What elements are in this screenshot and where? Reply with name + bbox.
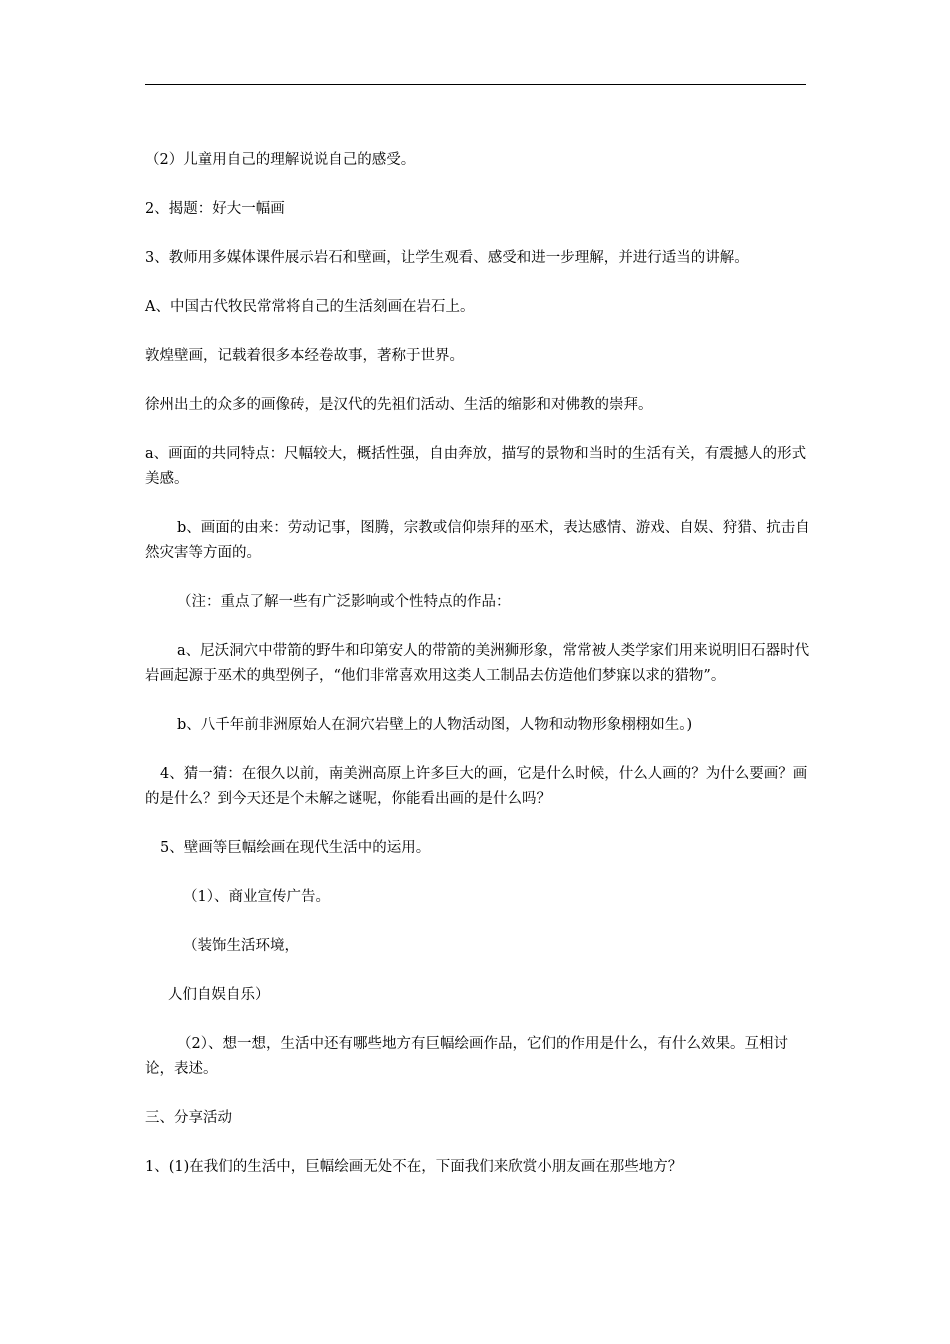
paragraph: 徐州出土的众多的画像砖，是汉代的先祖们活动、生活的缩影和对佛教的崇拜。 (145, 397, 653, 413)
header-rule (145, 84, 806, 85)
section-heading: 三、分享活动 (145, 1110, 232, 1126)
paragraph: 敦煌壁画，记载着很多本经卷故事，著称于世界。 (145, 348, 464, 364)
paragraph: 2、揭题：好大一幅画 (145, 201, 285, 217)
paragraph: 人们自娱自乐） (168, 987, 270, 1003)
paragraph: （装饰生活环境， (183, 938, 299, 954)
paragraph: （注：重点了解一些有广泛影响或个性特点的作品： (177, 594, 511, 610)
paragraph: 1、(1)在我们的生活中，巨幅绘画无处不在，下面我们来欣赏小朋友画在那些地方？ (145, 1159, 683, 1175)
paragraph: （2）儿童用自己的理解说说自己的感受。 (145, 152, 416, 168)
paragraph: 5、壁画等巨幅绘画在现代生活中的运用。 (160, 840, 431, 856)
document-body (145, 148, 810, 1204)
paragraph: A、中国古代牧民常常将自己的生活刻画在岩石上。 (145, 299, 475, 315)
paragraph: b、八千年前非洲原始人在洞穴岩壁上的人物活动图，人物和动物形象栩栩如生。) (177, 717, 693, 733)
paragraph: b、画面的由来：劳动记事，图腾，宗教或信仰崇拜的巫术，表达感情、游戏、自娱、狩猎、抗击自然灾害等方面的。 (145, 520, 810, 561)
paragraph: （2）、想一想，生活中还有哪些地方有巨幅绘画作品，它们的作用是什么，有什么效果。互相讨论，表述。 (145, 1036, 788, 1077)
paragraph: a、尼沃洞穴中带箭的野牛和印第安人的带箭的美洲狮形象，常常被人类学家们用来说明旧石器时代岩画起源于巫术的典型例子，“他们非常喜欢用这类人工制品去仿造他们梦寐以求的猎物”。 (145, 643, 810, 684)
paragraph: 3、教师用多媒体课件展示岩石和壁画，让学生观看、感受和进一步理解，并进行适当的讲解。 (145, 250, 749, 266)
paragraph: a、画面的共同特点：尺幅较大，概括性强，自由奔放，描写的景物和当时的生活有关，有震撼人的形式美感。 (145, 446, 807, 487)
paragraph: （1）、商业宣传广告。 (183, 889, 330, 905)
paragraph: 4、猜一猜：在很久以前，南美洲高原上许多巨大的画，它是什么时候，什么人画的？为什么要画？画的是什么？到今天还是个未解之谜呢，你能看出画的是什么吗？ (145, 766, 808, 807)
